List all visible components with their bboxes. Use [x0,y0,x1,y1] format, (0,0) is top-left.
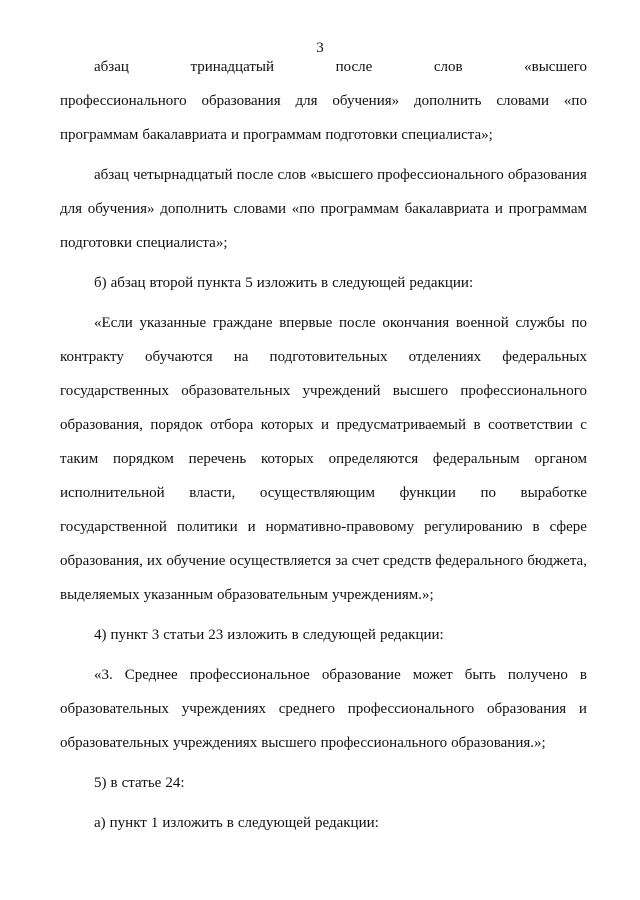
text-line [60,414,587,448]
word: словами [233,201,287,217]
word: по [480,485,496,501]
word: в [226,815,234,831]
word: профессионального [460,383,587,399]
word: предусматриваемый [336,417,467,433]
word: пункт [109,815,147,831]
word: б) [94,275,107,291]
word: дополнить [414,93,482,109]
word: осуществляющим [259,485,376,501]
word: профессионального [377,167,504,183]
text-line [60,732,587,766]
word: порядком [113,451,174,467]
word: программам [60,127,139,143]
word: сфере [549,519,587,535]
word: которых [260,417,314,433]
word: 1 [150,815,159,831]
word: в [291,627,299,643]
paragraph [60,812,587,846]
word: исполнительной [60,485,165,501]
word: бакалавриата [142,127,227,143]
word: учреждениям.»; [331,587,434,603]
word: образования.»; [451,735,546,751]
word: специалиста»; [136,235,228,251]
word: пункт [110,627,148,643]
text-line [60,380,587,414]
text-line [60,56,587,90]
word: политики [176,519,238,535]
word: образования, [60,417,143,433]
word: государственных [60,383,169,399]
word: высшего [392,383,449,399]
word: выделяемых [60,587,140,603]
word: соответствии [488,417,573,433]
word: бюджета, [527,553,587,569]
word: образовательных [60,735,169,751]
word: обучение [166,553,226,569]
paragraph [60,312,587,618]
word: учреждениях [172,735,258,751]
word: пункта [197,275,242,291]
word: в [110,775,118,791]
word: контракту [60,349,124,365]
word: статье [121,775,162,791]
word: редакции: [409,275,474,291]
word: может [412,667,453,683]
word: граждане [212,315,273,331]
word: подготовки [60,235,133,251]
word: по [571,315,587,331]
word: за [335,553,348,569]
word: после [335,59,373,75]
word: словами [496,93,550,109]
word: подготовительных [269,349,388,365]
page-number: 3 [316,40,324,56]
paragraph [60,164,587,266]
word: изложить [162,815,223,831]
word: и [321,417,330,433]
word: для [60,201,83,217]
word: власти, [189,485,236,501]
word: которых [261,451,314,467]
word: указанные [139,315,207,331]
word: бакалавриата [404,201,490,217]
text-line [60,516,587,550]
word: а) [94,815,106,831]
word: профессионального [60,93,187,109]
text-line [60,272,587,306]
word: в [579,667,587,683]
word: профессионального [347,701,475,717]
text-line [60,198,587,232]
word: Среднее [124,667,178,683]
word: и [494,201,503,217]
word: после [339,315,376,331]
word: образовательным [217,587,328,603]
word: следующей [237,815,311,831]
word: обучаются [145,349,213,365]
word: обучения» [332,93,400,109]
word: дополнить [160,201,228,217]
word: «высшего [524,59,587,75]
word: «3. [94,667,113,683]
word: следующей [302,627,376,643]
word: «Если [94,315,133,331]
text-line [60,584,587,618]
word: таким [60,451,99,467]
word: на [233,349,249,365]
word: получено [507,667,568,683]
text-line [60,550,587,584]
word: отбора [210,417,254,433]
word: профессионального [320,735,448,751]
word: выработке [520,485,587,501]
text-line [60,164,587,198]
word: учреждениях [181,701,266,717]
word: 4) [94,627,107,643]
word: в [532,519,540,535]
text-line [60,772,587,806]
word: 3 [151,627,160,643]
word: учреждений [302,383,381,399]
word: отделениях [408,349,482,365]
word: абзац [94,167,129,183]
word: военной [455,315,509,331]
word: статьи [163,627,205,643]
word: следующей [332,275,406,291]
word: «по [291,201,315,217]
text-line [60,124,587,158]
word: среднего [278,701,335,717]
text-line [60,624,587,658]
word: регулированию [424,519,523,535]
word: их [146,553,163,569]
word: подготовки [325,127,398,143]
paragraph [60,624,587,658]
word: 24: [165,775,185,791]
word: профессиональное [189,667,310,683]
word: службы [515,315,565,331]
word: счет [351,553,379,569]
paragraph [60,772,587,806]
word: 5) [94,775,107,791]
word: образовательных [60,701,169,717]
word: высшего [261,735,317,751]
word: осуществляется [229,553,332,569]
text-line [60,482,587,516]
word: «по [563,93,587,109]
paragraph [60,272,587,306]
word: абзац [94,59,129,75]
word: обучения» [87,201,155,217]
word: после [236,167,274,183]
word: слов [433,59,463,75]
word: программам [242,127,322,143]
word: и [230,127,239,143]
text-line [60,448,587,482]
word: образование [321,667,401,683]
word: функции [399,485,456,501]
word: программам [320,201,399,217]
word: указанным [143,587,214,603]
document-body [60,56,587,852]
word: впервые [279,315,333,331]
text-line [60,232,587,266]
word: редакции: [315,815,379,831]
word: перечень [188,451,247,467]
word: абзац [110,275,146,291]
word: государственной [60,519,167,535]
word: нормативно-правовому [265,519,415,535]
word: и [247,519,256,535]
word: для [295,93,318,109]
word: специалиста»; [401,127,493,143]
word: федеральным [432,451,520,467]
text-line [60,812,587,846]
word: порядок [150,417,203,433]
text-line [60,664,587,698]
word: федерального [435,553,524,569]
word: образования [201,93,281,109]
text-line [60,346,587,380]
paragraph [60,56,587,158]
word: изложить [227,627,288,643]
word: образования [507,167,587,183]
word: редакции: [379,627,444,643]
word: с [580,417,587,433]
word: четырнадцатый [132,167,233,183]
word: образовательных [181,383,291,399]
word: органом [534,451,587,467]
word: слов [277,167,307,183]
word: окончания [382,315,450,331]
word: изложить [256,275,318,291]
word: 23 [208,627,224,643]
word: быть [464,667,496,683]
word: определяются [328,451,419,467]
word: и [578,701,587,717]
word: образования [487,701,567,717]
word: средств [382,553,432,569]
word: 5 [245,275,253,291]
word: «высшего [310,167,374,183]
text-line [60,90,587,124]
word: федеральных [502,349,587,365]
text-line [60,312,587,346]
word: в [473,417,481,433]
text-line [60,698,587,732]
word: в [321,275,329,291]
word: второй [149,275,194,291]
paragraph [60,664,587,766]
word: тринадцатый [190,59,275,75]
word: программам [508,201,587,217]
word: образования, [60,553,143,569]
